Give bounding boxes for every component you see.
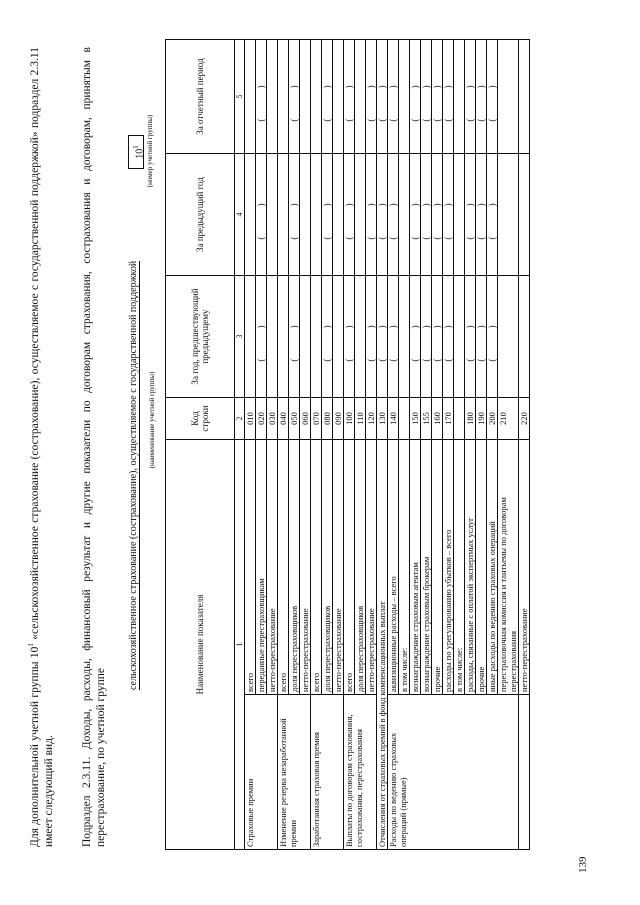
row-code: 020 [256,398,267,440]
value-cell[interactable] [333,154,344,276]
row-code: 040 [278,398,289,440]
row-label: расходы по урегулированию убытков – всего [443,440,454,695]
row-label: прочие [432,440,443,695]
parenthesis-value-cell[interactable]: ( ) [487,40,498,154]
intro-text-start: Для дополнительной учетной группы 10 [28,646,41,847]
row-label: переданные перестраховщикам [256,440,267,695]
group-number-caption: (номер учетной группы) [146,114,154,188]
parenthesis-value-cell[interactable]: ( ) [476,276,487,398]
value-cell [454,154,465,276]
parenthesis-value-cell[interactable]: ( ) [377,276,388,398]
value-cell[interactable] [278,276,289,398]
intro-text-end: «сельскохозяйственное страхование (сострахование), осуществляемое с государственной поддержкой» подраздел 2.3.11 имеет следующий вид. [28,47,55,847]
row-code: 200 [487,398,498,440]
row-label: доля перестраховщиков [355,440,366,695]
value-cell[interactable] [498,154,519,276]
parenthesis-value-cell[interactable]: ( ) [443,276,454,398]
table-row [377,40,388,850]
column-number: 4 [235,154,245,276]
row-label: всего [245,440,256,695]
table-row [278,40,289,850]
parenthesis-value-cell[interactable]: ( ) [410,154,421,276]
parenthesis-value-cell[interactable]: ( ) [476,40,487,154]
value-cell[interactable] [498,40,519,154]
parenthesis-value-cell[interactable]: ( ) [366,40,377,154]
row-code: 155 [421,398,432,440]
row-label: расходы, связанные с оплатой экспертных услуг [465,440,476,695]
value-cell[interactable] [311,154,322,276]
value-cell[interactable] [311,276,322,398]
header-prev-prev-year: За год, предшествующий предыдущему [166,276,235,398]
indicators-table [165,39,530,850]
parenthesis-value-cell[interactable]: ( ) [289,40,300,154]
parenthesis-value-cell[interactable]: ( ) [322,40,333,154]
value-cell[interactable] [519,154,530,276]
group-name-caption: (наименование учетной группы) [148,371,156,469]
row-code: 090 [333,398,344,440]
row-code: 150 [410,398,421,440]
row-label: вознаграждение страховым брокерам [421,440,432,695]
row-code: 080 [322,398,333,440]
row-label: прочие [476,440,487,695]
header-code: Код строки [166,398,235,440]
group-number-sup: 1 [132,145,140,149]
row-label: нетто-перестрахование [366,440,377,695]
page-number: 139 [577,856,589,873]
row-code: 070 [311,398,322,440]
value-cell[interactable] [300,154,311,276]
row-label: нетто-перестрахование [300,440,311,695]
value-cell[interactable] [333,40,344,154]
row-code: 130 [377,398,388,440]
row-label: нетто-перестрахование [519,440,530,695]
row-label: в том числе: [454,440,465,695]
row-code: 170 [443,398,454,440]
group-label: Заработанная страховая премия [311,695,344,850]
parenthesis-value-cell[interactable]: ( ) [410,276,421,398]
row-label: вознаграждение страховым агентам [410,440,421,695]
parenthesis-value-cell[interactable]: ( ) [344,40,355,154]
header-name: Наименование показателя [166,440,235,850]
value-cell[interactable] [355,40,366,154]
parenthesis-value-cell[interactable]: ( ) [421,40,432,154]
row-label: доля перестраховщиков [289,440,300,695]
value-cell[interactable] [355,276,366,398]
parenthesis-value-cell[interactable]: ( ) [322,276,333,398]
parenthesis-value-cell[interactable]: ( ) [366,154,377,276]
row-code: 100 [344,398,355,440]
parenthesis-value-cell[interactable]: ( ) [465,154,476,276]
parenthesis-value-cell[interactable]: ( ) [421,154,432,276]
row-code: 210 [498,398,519,440]
value-cell[interactable] [245,154,256,276]
group-label: Расходы по ведению страховых операций (прямые) [388,695,519,850]
parenthesis-value-cell[interactable]: ( ) [256,276,267,398]
parenthesis-value-cell[interactable]: ( ) [256,40,267,154]
parenthesis-value-cell[interactable]: ( ) [421,276,432,398]
parenthesis-value-cell[interactable]: ( ) [476,154,487,276]
row-code: 010 [245,398,256,440]
table-row [519,40,530,850]
group-name: сельскохозяйственное страхование (сострахование), осуществляемое с государственной поддержкой [128,260,139,690]
parenthesis-value-cell[interactable]: ( ) [289,276,300,398]
parenthesis-value-cell[interactable]: ( ) [432,276,443,398]
value-cell [454,40,465,154]
row-code: 140 [388,398,399,440]
subsection-title: Подраздел 2.3.11. Доходы, расходы, финансовый результат и другие показатели по договорам страхования, сострахования и договорам, принятым в перестрахование, по учетной группе [81,47,107,847]
row-code: 060 [300,398,311,440]
group-label: Страховые премии [245,695,278,850]
row-label: в том числе: [399,440,410,695]
value-cell[interactable] [267,154,278,276]
intro-superscript: 1 [27,643,35,647]
group-label: Изменение резерва незаработанной премии [278,695,311,850]
parenthesis-value-cell[interactable]: ( ) [377,40,388,154]
parenthesis-value-cell[interactable]: ( ) [465,40,476,154]
value-cell [399,40,410,154]
row-label: доля перестраховщиков [322,440,333,695]
group-label: Выплаты по договорам страхования, сострахования, перестрахования [344,695,377,850]
column-number-row [235,40,245,850]
row-code: 160 [432,398,443,440]
row-label: аквизиционные расходы – всего [388,440,399,695]
parenthesis-value-cell[interactable]: ( ) [487,276,498,398]
parenthesis-value-cell[interactable]: ( ) [432,154,443,276]
row-code: 110 [355,398,366,440]
parenthesis-value-cell[interactable]: ( ) [388,154,399,276]
parenthesis-value-cell[interactable]: ( ) [443,154,454,276]
value-cell[interactable] [278,154,289,276]
value-cell[interactable] [267,276,278,398]
column-number: 5 [235,40,245,154]
row-code: 120 [366,398,377,440]
parenthesis-value-cell[interactable]: ( ) [344,276,355,398]
value-cell[interactable] [355,154,366,276]
row-code: 030 [267,398,278,440]
value-cell[interactable] [519,276,530,398]
table-row [344,40,355,850]
row-code: 220 [519,398,530,440]
table-row [311,40,322,850]
intro-paragraph [24,47,56,847]
parenthesis-value-cell[interactable]: ( ) [388,40,399,154]
parenthesis-value-cell[interactable]: ( ) [487,154,498,276]
row-code: 180 [465,398,476,440]
row-code [399,398,410,440]
value-cell[interactable] [267,40,278,154]
row-label: всего [278,440,289,695]
group-number-box [128,135,144,169]
parenthesis-value-cell[interactable]: ( ) [465,276,476,398]
table-row [388,40,399,850]
row-label: всего [311,440,322,695]
parenthesis-value-cell[interactable]: ( ) [410,40,421,154]
row-label: перестраховочная комиссия и тантьемы по договорам перестрахования [498,440,519,695]
column-number: 3 [235,276,245,398]
group-label: Отчисления от страховых премий в фонд компенсационных выплат [377,440,388,850]
row-code: 050 [289,398,300,440]
row-label: нетто-перестрахование [267,440,278,695]
parenthesis-value-cell[interactable]: ( ) [256,154,267,276]
value-cell[interactable] [333,276,344,398]
value-cell [399,154,410,276]
value-cell[interactable] [300,40,311,154]
row-label: нетто-перестрахование [333,440,344,695]
parenthesis-value-cell[interactable]: ( ) [388,276,399,398]
parenthesis-value-cell[interactable]: ( ) [443,40,454,154]
value-cell[interactable] [300,276,311,398]
parenthesis-value-cell[interactable]: ( ) [344,154,355,276]
group-number: 10 [134,148,146,159]
value-cell [454,276,465,398]
row-label: иные расходы по ведению страховых операций [487,440,498,695]
value-cell [399,276,410,398]
parenthesis-value-cell[interactable]: ( ) [432,40,443,154]
parenthesis-value-cell[interactable]: ( ) [289,154,300,276]
table-header-row [166,40,235,850]
row-label: всего [344,440,355,695]
parenthesis-value-cell[interactable]: ( ) [366,276,377,398]
value-cell[interactable] [245,276,256,398]
header-prev-year: За предыдущий год [166,154,235,276]
value-cell[interactable] [245,40,256,154]
header-report-period: За отчетный период [166,40,235,154]
value-cell[interactable] [278,40,289,154]
column-number: 2 [235,398,245,440]
parenthesis-value-cell[interactable]: ( ) [377,154,388,276]
value-cell[interactable] [519,40,530,154]
value-cell[interactable] [311,40,322,154]
row-code [454,398,465,440]
row-code: 190 [476,398,487,440]
value-cell[interactable] [498,276,519,398]
parenthesis-value-cell[interactable]: ( ) [322,154,333,276]
table-row [245,40,256,850]
group-name-line [128,170,139,690]
column-number: 1 [235,440,245,850]
